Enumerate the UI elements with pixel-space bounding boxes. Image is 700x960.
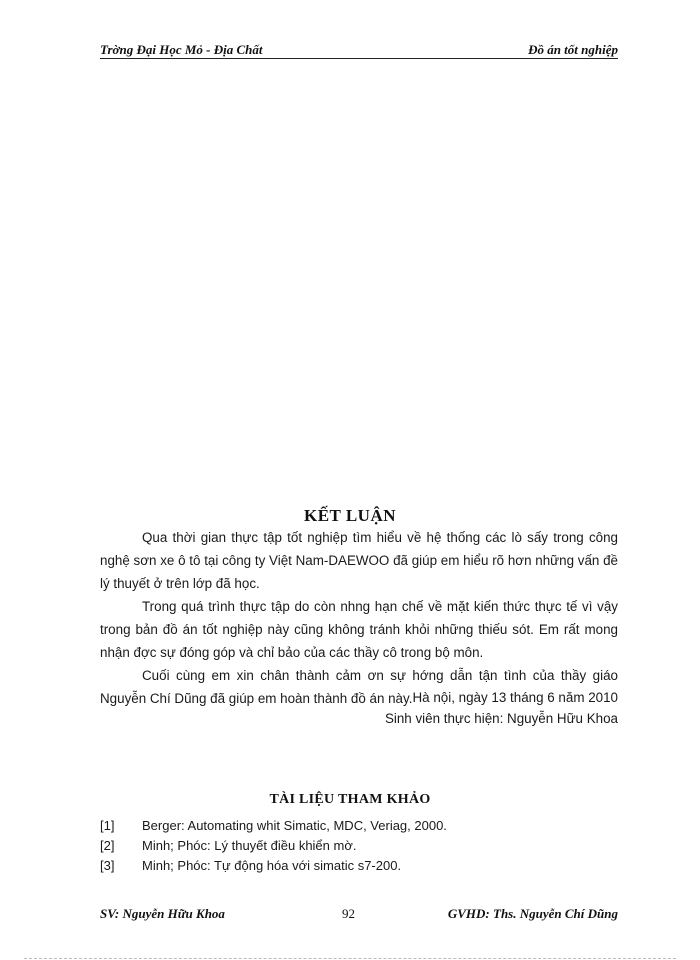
conclusion-title: KẾT LUẬN bbox=[303, 506, 396, 525]
references-title: TÀI LIỆU THAM KHẢO bbox=[269, 792, 431, 807]
conclusion-paragraph-3: Cuối cùng em xin chân thành cảm ơn sự hớng dẫn tận tình của thầy giáo Nguyễn Chí Dũng đã giúp em hoàn thành đồ án này. bbox=[100, 668, 618, 706]
page-footer bbox=[100, 906, 618, 924]
signoff-author: Sinh viên thực hiện: Nguyễn Hữu Khoa bbox=[384, 711, 618, 726]
reference-number: [3] bbox=[100, 858, 115, 873]
page-number: 92 bbox=[342, 906, 355, 921]
reference-item bbox=[100, 856, 618, 876]
conclusion-paragraph-1: Qua thời gian thực tập tốt nghiệp tìm hiểu về hệ thống các lò sấy trong công nghệ sơn xe ô tô tại công ty Việt Nam-DAEWOO đã giúp em hiểu rõ hơn những vấn đề lý thuyết ở trên lớp đã học. bbox=[100, 530, 618, 591]
reference-number: [2] bbox=[100, 838, 115, 853]
header-university: Trờng Đại Học Mỏ - Địa Chất bbox=[100, 42, 263, 57]
reference-text: Minh; Phóc: Lý thuyết điều khiển mờ. bbox=[142, 838, 357, 853]
footer-supervisor: GVHD: Ths. Nguyễn Chí Dũng bbox=[447, 906, 618, 921]
header-document-type: Đồ án tốt nghiệp bbox=[528, 42, 618, 57]
signoff-date: Hà nội, ngày 13 tháng 6 năm 2010 bbox=[412, 690, 618, 705]
page-bottom-divider bbox=[24, 958, 676, 959]
reference-number: [1] bbox=[100, 818, 115, 833]
conclusion-body bbox=[100, 526, 618, 710]
reference-text: Berger: Automating whit Simatic, MDC, Veriag, 2000. bbox=[142, 818, 447, 833]
page-header bbox=[100, 42, 618, 59]
reference-item bbox=[100, 816, 618, 836]
references-list bbox=[100, 816, 618, 876]
reference-text: Minh; Phóc: Tự động hóa với simatic s7-200. bbox=[142, 858, 402, 873]
conclusion-paragraph-2: Trong quá trình thực tập do còn nhng hạn chế về mặt kiến thức thực tế vì vậy trong bản đồ án tốt nghiệp này cũng không tránh khỏi những thiếu sót. Em rất mong nhận đợc sự đóng góp và chỉ bảo của các thầy cô trong bộ môn. bbox=[100, 599, 618, 660]
reference-item bbox=[100, 836, 618, 856]
footer-student: SV: Nguyễn Hữu Khoa bbox=[100, 906, 225, 921]
